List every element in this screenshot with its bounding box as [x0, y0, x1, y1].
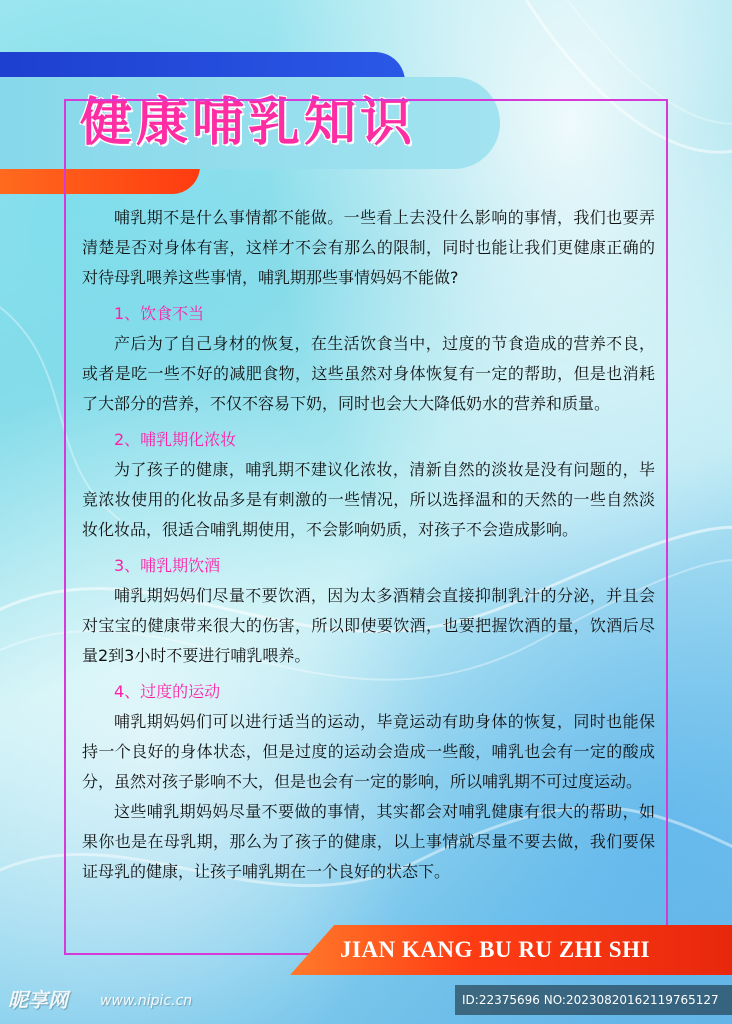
watermark-logo: 昵享网: [8, 988, 68, 1012]
section-heading: 1、饮食不当: [114, 304, 205, 323]
conclusion-paragraph: 这些哺乳期妈妈尽量不要做的事情，其实都会对哺乳健康有很大的帮助，如果你也是在母乳期，那么为了孩子的健康，以上事情就尽量不要去做，我们要保证母乳的健康，让孩子哺乳期在一个良好的状态下。: [82, 802, 655, 881]
watermark-url: www.nipic.cn: [100, 993, 193, 1009]
section-heading: 3、哺乳期饮酒: [114, 556, 221, 575]
section-paragraph: 哺乳期妈妈们尽量不要饮酒，因为太多酒精会直接抑制乳汁的分泌，并且会对宝宝的健康带来很大的伤害，所以即使要饮酒，也要把握饮酒的量，饮酒后尽量2到3小时不要进行哺乳喂养。: [82, 586, 655, 665]
article-body: [82, 203, 655, 887]
watermark-id: ID:22375696 NO:20230820162119765127: [462, 993, 719, 1007]
section-heading: 4、过度的运动: [114, 682, 221, 701]
section-heading: 2、哺乳期化浓妆: [114, 430, 237, 449]
section-paragraph: 产后为了自己身材的恢复，在生活饮食当中，过度的节食造成的营养不良，或者是吃一些不好的减肥食物，这些虽然对身体恢复有一定的帮助，但是也消耗了大部分的营养，不仅不容易下奶，同时也会大大降低奶水的营养和质量。: [82, 334, 655, 413]
section-paragraph: 哺乳期妈妈们可以进行适当的运动，毕竟运动有助身体的恢复，同时也能保持一个良好的身体状态，但是过度的运动会造成一些酸，哺乳也会有一定的酸成分，虽然对孩子影响不大，但是也会有一定的影响，所以哺乳期不可过度运动。: [82, 712, 655, 791]
section-paragraph: 为了孩子的健康，哺乳期不建议化浓妆，清新自然的淡妆是没有问题的，毕竟浓妆使用的化妆品多是有刺激的一些情况，所以选择温和的天然的一些自然淡妆化妆品，很适合哺乳期使用，不会影响奶质，对孩子不会造成影响。: [82, 460, 655, 539]
intro-paragraph: 哺乳期不是什么事情都不能做。一些看上去没什么影响的事情，我们也要弄清楚是否对身体有害，这样才不会有那么的限制，同时也能让我们更健康正确的对待母乳喂养这些事情，哺乳期那些事情妈妈不能做?: [82, 208, 655, 287]
footer-pinyin-title: JIAN KANG BU RU ZHI SHI: [340, 937, 650, 962]
page-title: 健康哺乳知识: [80, 92, 417, 153]
